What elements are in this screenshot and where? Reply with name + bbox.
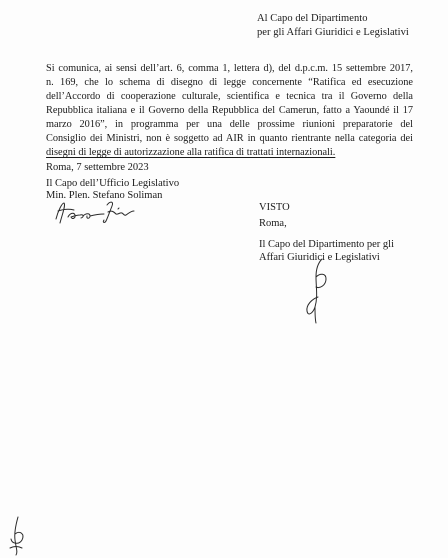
body-line: Si comunica, ai sensi dell’art. 6, comma 1, lettera d), del d.p.c.m. 15 settembre 2017, xyxy=(46,63,413,74)
signer-title: Il Capo dell’Ufficio Legislativo xyxy=(46,178,180,189)
addressee-line-2: per gli Affari Giuridici e Legislativi xyxy=(257,27,409,38)
handwritten-signature-left xyxy=(50,197,140,229)
handwritten-signature-right xyxy=(298,255,332,325)
body-line: marzo 2016”, in programma per una delle prossime riunioni preparatorie del xyxy=(46,119,413,130)
body-line: n. 169, che lo schema di disegno di legge concernente “Ratifica ed esecuzione xyxy=(46,77,413,88)
approval-place: Roma, xyxy=(259,218,287,229)
body-line: Consiglio dei Ministri, non è soggetto ad AIR in quanto rientrante nella categoria dei xyxy=(46,133,413,144)
body-paragraph xyxy=(46,62,413,160)
place-date: Roma, 7 settembre 2023 xyxy=(46,162,149,173)
addressee-block xyxy=(257,12,409,40)
handwritten-initial xyxy=(6,514,28,556)
approval-title-line-2: Affari Giuridici e Legislativi xyxy=(259,252,380,263)
visto-label: VISTO xyxy=(259,202,290,213)
approval-title-line-1: Il Capo del Dipartimento per gli xyxy=(259,239,395,250)
body-line: dell’Accordo di cooperazione culturale, scientifica e tecnica tra il Governo della xyxy=(46,91,413,102)
body-line: Repubblica italiana e il Governo della Repubblica del Camerun, fatto a Yaoundé il 17 xyxy=(46,105,413,116)
addressee-line-1: Al Capo del Dipartimento xyxy=(257,13,368,24)
body-line-underlined: disegni di legge di autorizzazione alla ratifica di trattati internazionali. xyxy=(46,147,336,158)
signer-name: Min. Plen. Stefano Soliman xyxy=(46,190,163,201)
